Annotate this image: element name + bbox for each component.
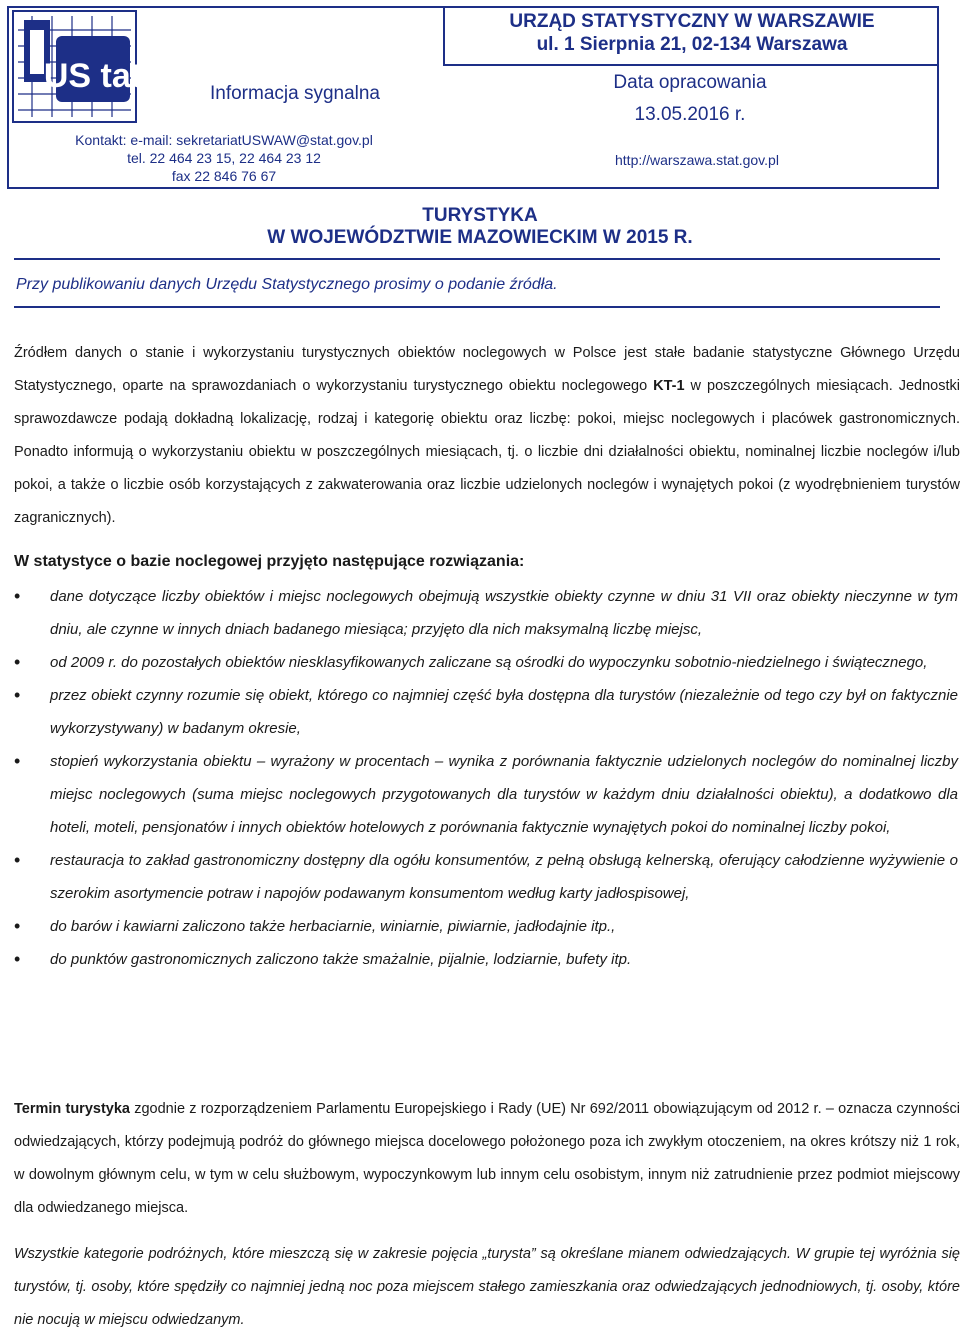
intro-text-1: Źródłem danych o stanie i wykorzystaniu turystycznych obiektów noclegowych w Polsce jest stałe badanie statystyczne Głównego Urzędu Statystycznego, oparte na sprawozdaniach o wykorzystaniu turystycznego obiektu noclegowego (14, 345, 960, 394)
list-item: • od 2009 r. do pozostałych obiektów niesklasyfikowanych zaliczane są ośrodki do wypoczynku sobotnio-niedzielnego i świątecznego, (0, 646, 958, 679)
title-rule-top (14, 258, 940, 260)
list-item: • stopień wykorzystania obiektu – wyrażony w procentach – wynika z porównania faktycznie udzielonych noclegów do nominalnej liczby miejsc noclegowych (suma miejsc noclegowych przygotowanych dla turystów w każdym dniu działalności obiektu), a dodatkowo dla hoteli, moteli, pensjonatów i innych obiektów hotelowych z porównania faktycznie wynajętych pokoi do nominalnej liczby pokoi, (0, 745, 958, 844)
term-label: Termin turystyka (14, 1101, 130, 1117)
ustat-logo (12, 10, 137, 123)
date-label: Data opracowania (613, 72, 767, 93)
office-name: URZĄD STATYSTYCZNY W WARSZAWIE (509, 11, 875, 32)
list-item: • do punktów gastronomicznych zaliczono także smażalnie, pijalnie, lodziarnie, bufety itp. (0, 943, 958, 976)
contact-fax: fax 22 846 76 67 (171, 168, 277, 184)
closing-paragraph: Wszystkie kategorie podróżnych, które mieszczą się w zakresie pojęcia „turysta” są określane mianem odwiedzających. W grupie tej wyróżnia się turystów, tj. osoby, które spędziły co najmniej jedną noc poza miejscem stałego zamieszkania oraz odwiedzających jednodniowych, tj. osoby, które nie nocują w miejscu odwiedzanym. (14, 1246, 960, 1328)
citation-notice: Przy publikowaniu danych Urzędu Statystycznego prosimy o podanie źródła. (16, 276, 558, 293)
list-item: • dane dotyczące liczby obiektów i miejsc noclegowych obejmują wszystkie obiekty czynne w dniu 31 VII oraz obiekty nieczynne w tym dniu, ale czynne w innych dniach badanego miesiąca; przyjęto dla nich maksymalną liczbę miejsc, (0, 580, 958, 646)
contact-info (14, 131, 434, 185)
list-item: • przez obiekt czynny rozumie się obiekt, którego co najmniej część była dostępna dla turystów (niezależnie od tego czy był on faktycznie wykorzystywany) w badanym okresie, (0, 679, 958, 745)
contact-email[interactable]: Kontakt: e-mail: sekretariatUSWAW@stat.gov.pl (75, 132, 373, 148)
solutions-heading: W statystyce o bazie noclegowej przyjęto następujące rozwiązania: (14, 553, 525, 570)
office-address: ul. 1 Sierpnia 21, 02-134 Warszawa (536, 34, 848, 55)
list-item: • do barów i kawiarni zaliczono także herbaciarnie, winiarnie, piwiarnie, jadłodajnie itp., (0, 910, 958, 943)
date-value: 13.05.2016 r. (634, 104, 746, 125)
term-text: zgodnie z rozporządzeniem Parlamentu Europejskiego i Rady (UE) Nr 692/2011 obowiązującym od 2012 r. – oznacza czynności odwiedzających, którzy podejmują podróż do głównego miejsca docelowego położonego poza ich zwykłym otoczeniem, na okres krótszy niż 1 rok, w dowolnym głównym celu, w tym w celu służbowym, wypoczynkowym lub innym celu osobistym, innym niż zatrudnienie przez podmiot miejscowy dla odwiedzanego miejsca. (14, 1101, 960, 1216)
list-item: • restauracja to zakład gastronomiczny dostępny dla ogółu konsumentów, z pełną obsługą kelnerską, oferujący całodzienne wyżywienie o szerokim asortymencie potraw i napojów podawanym konsumentom według karty jadłospisowej, (0, 844, 958, 910)
intro-paragraph (14, 337, 960, 535)
title-rule-bottom (14, 306, 940, 308)
contact-tel: tel. 22 464 23 15, 22 464 23 12 (127, 150, 321, 166)
info-type: Informacja sygnalna (209, 83, 381, 104)
page-title-line2: W WOJEWÓDZTWIE MAZOWIECKIM W 2015 R. (267, 227, 693, 248)
form-code: KT-1 (653, 378, 685, 394)
header-rule (443, 64, 939, 66)
term-definition (14, 1093, 960, 1225)
solutions-list (0, 580, 960, 976)
logo-text: US tat (43, 57, 137, 95)
page-title-line1: TURYSTYKA (422, 205, 538, 226)
intro-text-2: w poszczególnych miesiącach. Jednostki sprawozdawcze podają dokładną lokalizację, rodzaj i kategorię obiektu oraz liczbę: pokoi, miejsc noclegowych i placówek gastronomicznych. Ponadto informują o wykorzystaniu obiektu w poszczególnych miesiącach, tj. o liczbie dni działalności obiektu, nominalnej liczbie noclegów i/lub pokoi, a także o liczbie osób korzystających z zakwaterowania oraz liczbie udzielonych noclegów i wynajętych pokoi (z wyodrębnieniem turystów zagranicznych). (14, 378, 960, 526)
website-link[interactable]: http://warszawa.stat.gov.pl (615, 152, 779, 168)
